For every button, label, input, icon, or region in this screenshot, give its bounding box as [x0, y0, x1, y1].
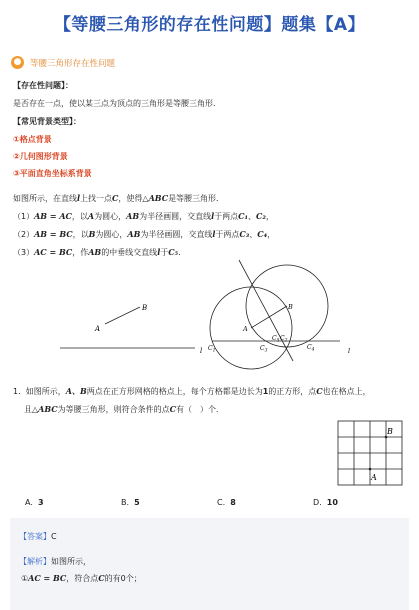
- grid-label-b: B: [387, 427, 393, 436]
- label-l: l: [200, 347, 203, 355]
- lightbulb-icon: ●: [11, 56, 24, 69]
- label-l: l: [348, 347, 351, 355]
- segment-ab: [251, 306, 287, 328]
- point-b: [385, 436, 388, 439]
- label-c3: $C_3$: [260, 345, 268, 354]
- example-case-2: （2）AB = BC，以B为圆心，AB为半径画圆，交直线l于两点C₃、C₄，: [13, 229, 276, 239]
- background-heading: 【常见背景类型】：: [13, 117, 81, 126]
- question-line-2: 且△ABC为等腰三角形，则符合条件的点C有（ ）个．: [24, 404, 225, 414]
- analysis-step-1: ①AC = BC，符合点C的有0个；: [21, 573, 142, 583]
- question-line-1: 1. 如图所示，A、B两点在正方形网格的格点上，每个方格都是边长为1的正方形，点C也在格点上，: [13, 386, 371, 396]
- option-a[interactable]: A. 3: [25, 498, 44, 507]
- section-title: 等腰三角形存在性问题: [30, 59, 116, 69]
- background-item-geometry: ②几何图形背景: [13, 152, 68, 161]
- figure-circle-construction: [200, 255, 360, 375]
- label-c2: $C_2$: [280, 335, 288, 344]
- example-intro: 如图所示，在直线l上找一点C，使得△ABC是等腰三角形．: [13, 193, 225, 203]
- background-item-grid: ①格点背景: [13, 135, 52, 144]
- label-c5: $C_5$: [272, 335, 280, 344]
- label-b: B: [288, 303, 293, 311]
- label-a: A: [95, 325, 101, 333]
- label-c4: $C_4$: [307, 344, 315, 353]
- option-c[interactable]: C. 8: [217, 498, 236, 507]
- grid-label-a: A: [371, 473, 377, 482]
- perpendicular-bisector: [239, 260, 293, 361]
- answer-line: 【答案】C: [19, 532, 57, 541]
- page-title: 【等腰三角形的存在性问题】题集【A】: [53, 15, 366, 35]
- figure-grid: [337, 420, 405, 488]
- existence-text: 是否存在一点，使以某三点为顶点的三角形是等腰三角形．: [13, 99, 221, 108]
- label-a: A: [243, 325, 248, 333]
- existence-heading: 【存在性问题】：: [13, 81, 73, 90]
- point-a: [369, 468, 372, 471]
- label-b: B: [142, 304, 148, 312]
- example-case-3: （3）AC = BC，作AB的中垂线交直线l于C₅．: [13, 247, 187, 257]
- segment-ab: [105, 307, 140, 324]
- option-d[interactable]: D. 10: [313, 498, 338, 507]
- analysis-line: 【解析】如图所示，: [19, 557, 91, 566]
- example-case-1: （1）AB = AC，以A为圆心，AB为半径画圆，交直线l于两点C₁、C₂，: [13, 211, 274, 221]
- option-b[interactable]: B. 5: [121, 498, 140, 507]
- label-c1: $C_1$: [208, 345, 216, 354]
- figure-segment-ab: [55, 295, 205, 360]
- background-item-coordinate: ③平面直角坐标系背景: [13, 169, 92, 178]
